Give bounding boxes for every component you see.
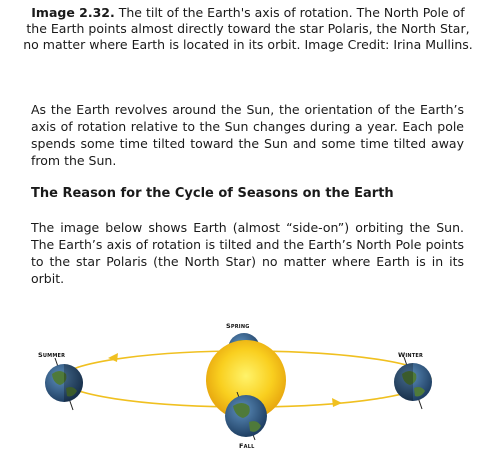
paragraph-orbit: The image below shows Earth (almost “side-on”) orbiting the Sun. The Earth’s axis of rotation is tilted and the Earth’s North Pole points to the star Polaris (the North Star) no matter where Earth is in its orbit. (31, 220, 464, 286)
image-caption (20, 5, 476, 53)
section-heading: The Reason for the Cycle of Seasons on the Earth (31, 186, 394, 201)
seasons-orbit-diagram (0, 300, 496, 464)
paragraph-orientation: As the Earth revolves around the Sun, the orientation of the Earth’s axis of rotation relative to the Sun changes during a year. Each pole spends some time tilted toward the Sun and some time tilted away from the Sun. (31, 102, 464, 168)
earth-winter (394, 357, 432, 409)
caption-label: Image 2.32. (31, 5, 115, 20)
orbit-arrow-bottom (332, 398, 342, 407)
label-winter: Winter (398, 351, 424, 359)
label-spring: Spring (226, 322, 250, 330)
label-summer: Summer (38, 351, 66, 359)
earth-summer (45, 358, 83, 410)
label-fall: Fall (239, 442, 255, 450)
caption-text: The tilt of the Earth's axis of rotation. The North Pole of the Earth points almost directly toward the star Polaris, the North Star, no matter where Earth is located in its orbit. Image Credit: Irina Mullins. (23, 5, 473, 52)
